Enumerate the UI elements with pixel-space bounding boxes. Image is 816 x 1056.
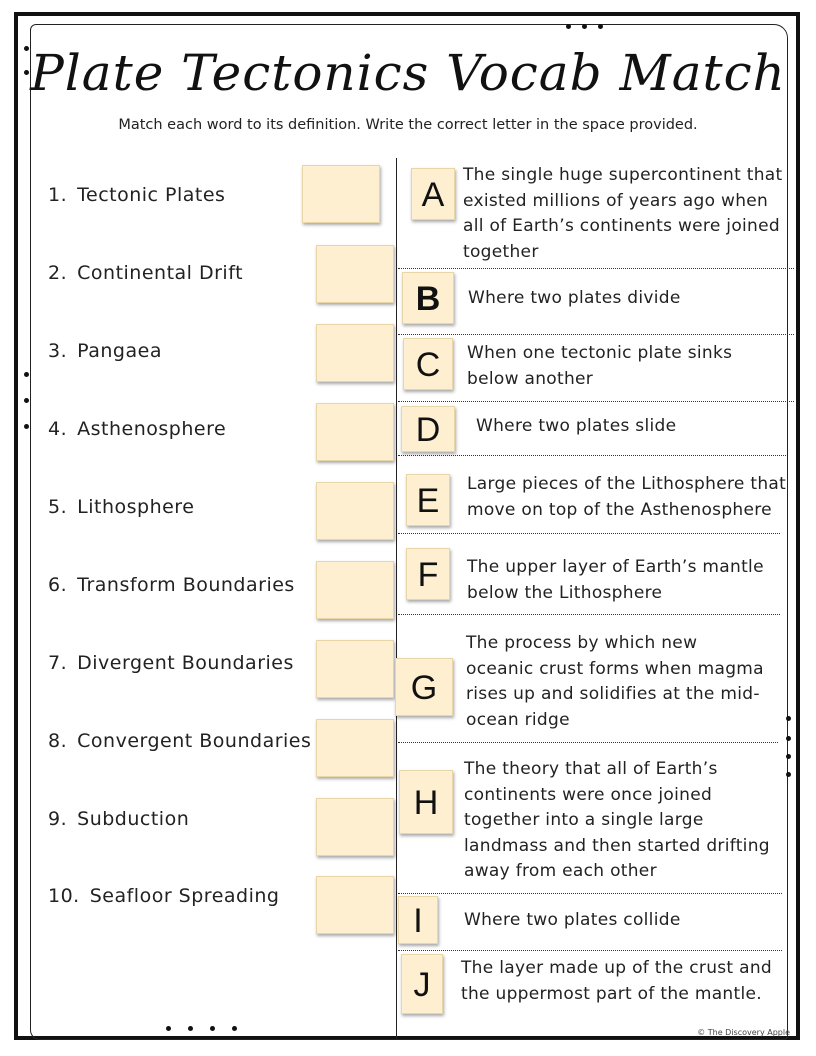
decor-dot xyxy=(166,1026,171,1031)
definition-text-g: The process by which new oceanic crust forms when magma rises up and solidifies at the mid-ocean ridge xyxy=(466,633,764,730)
decor-dot xyxy=(786,736,791,741)
separator xyxy=(398,742,778,743)
term-10 xyxy=(48,885,279,907)
decor-dot xyxy=(786,754,791,759)
term-label: Tectonic Plates xyxy=(77,184,226,206)
term-1 xyxy=(48,184,225,206)
column-divider xyxy=(396,158,397,1040)
definition-letter-b: B xyxy=(402,272,454,324)
term-number: 7. xyxy=(48,652,68,674)
term-label: Seafloor Spreading xyxy=(89,885,280,907)
decor-dot xyxy=(786,716,791,721)
decor-dot xyxy=(566,24,571,29)
separator xyxy=(398,334,794,335)
answer-box-3[interactable] xyxy=(316,324,394,382)
answer-box-4[interactable] xyxy=(316,403,394,461)
instructions: Match each word to its definition. Write the correct letter in the space provided. xyxy=(118,117,698,133)
definition-letter-d: D xyxy=(401,406,455,452)
term-label: Continental Drift xyxy=(77,262,244,284)
decor-dot xyxy=(232,1026,237,1031)
separator xyxy=(398,455,786,456)
separator xyxy=(398,893,782,894)
term-6 xyxy=(48,574,295,596)
definition-letter-a: A xyxy=(411,168,455,220)
term-number: 4. xyxy=(48,418,68,440)
answer-box-9[interactable] xyxy=(316,798,394,856)
answer-box-5[interactable] xyxy=(316,482,394,540)
definition-text-e: Large pieces of the Lithosphere that move on top of the Asthenosphere xyxy=(467,474,787,520)
definition-text-c: When one tectonic plate sinks below another xyxy=(467,343,733,389)
term-2 xyxy=(48,262,243,284)
term-number: 1. xyxy=(48,184,68,206)
term-4 xyxy=(48,418,226,440)
definition-text-d: Where two plates slide xyxy=(476,416,677,436)
copyright-credit: © The Discovery Apple xyxy=(697,1028,790,1037)
decor-dot xyxy=(24,424,29,429)
term-9 xyxy=(48,808,189,830)
term-number: 2. xyxy=(48,262,68,284)
definition-letter-j: J xyxy=(401,954,443,1014)
definition-text-f: The upper layer of Earth’s mantle below the Lithosphere xyxy=(467,557,764,603)
decor-dot xyxy=(598,24,603,29)
decor-dot xyxy=(24,372,29,377)
decor-dot xyxy=(582,24,587,29)
definition-letter-c: C xyxy=(403,338,453,390)
decor-dot xyxy=(24,398,29,403)
separator xyxy=(398,401,794,402)
definition-text-h: The theory that all of Earth’s continents were once joined together into a single large landmass and then started drifting away from each other xyxy=(464,759,770,881)
definition-text-i: Where two plates collide xyxy=(464,910,681,930)
definition-text-b: Where two plates divide xyxy=(468,288,681,308)
answer-box-7[interactable] xyxy=(316,640,394,698)
answer-box-8[interactable] xyxy=(316,719,394,777)
separator xyxy=(398,268,794,269)
answer-box-6[interactable] xyxy=(316,561,394,619)
definition-letter-h: H xyxy=(399,770,453,834)
term-number: 5. xyxy=(48,496,68,518)
term-3 xyxy=(48,340,162,362)
term-8 xyxy=(48,730,311,752)
term-label: Convergent Boundaries xyxy=(77,730,312,752)
definition-letter-g: G xyxy=(395,658,453,716)
term-number: 10. xyxy=(48,885,80,907)
separator xyxy=(398,533,780,534)
term-5 xyxy=(48,496,194,518)
term-label: Transform Boundaries xyxy=(77,574,295,596)
term-label: Subduction xyxy=(77,808,190,830)
term-number: 8. xyxy=(48,730,68,752)
answer-box-2[interactable] xyxy=(316,245,394,303)
definition-letter-i: I xyxy=(398,896,438,944)
term-label: Pangaea xyxy=(77,340,162,362)
term-label: Asthenosphere xyxy=(77,418,227,440)
term-number: 6. xyxy=(48,574,68,596)
definition-text-a: The single huge supercontinent that existed millions of years ago when all of Earth’s continents were joined together xyxy=(463,165,783,262)
term-7 xyxy=(48,652,294,674)
decor-dot xyxy=(786,772,791,777)
decor-dot xyxy=(210,1026,215,1031)
definition-text-j: The layer made up of the crust and the uppermost part of the mantle. xyxy=(461,958,772,1004)
definition-letter-f: F xyxy=(406,548,450,600)
separator xyxy=(398,614,780,615)
answer-box-10[interactable] xyxy=(316,876,394,934)
term-label: Lithosphere xyxy=(77,496,195,518)
definition-letter-e: E xyxy=(406,474,450,526)
answer-box-1[interactable] xyxy=(302,165,380,223)
page-title: Plate Tectonics Vocab Match xyxy=(30,44,786,102)
separator xyxy=(398,950,782,951)
decor-dot xyxy=(188,1026,193,1031)
term-label: Divergent Boundaries xyxy=(77,652,294,674)
term-number: 3. xyxy=(48,340,68,362)
term-number: 9. xyxy=(48,808,68,830)
